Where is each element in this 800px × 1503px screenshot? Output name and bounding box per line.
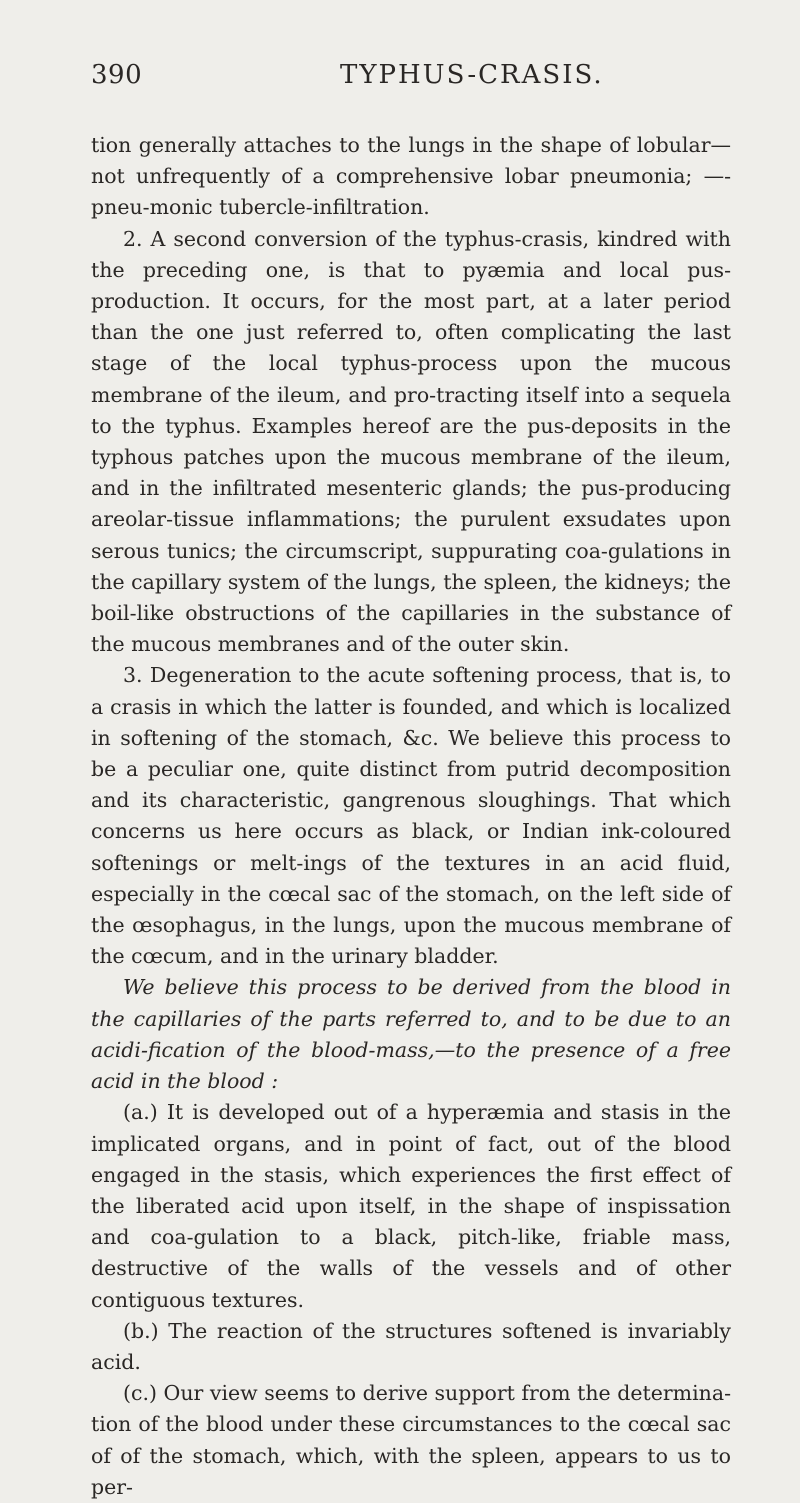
body-text bbox=[91, 130, 731, 1503]
page-number: 390 bbox=[91, 60, 143, 90]
paragraph-pyaemia: 2. A second conversion of the typhus-crasis, kindred with the preceding one, is that to pyæmia and local pus-production. It occurs, for the most part, at a later period than the one just referred to, often complicating the last stage of the local typhus-process upon the mucous membrane of the ileum, and pro-tracting itself into a sequela to the typhus. Examples hereof are the pus-deposits in the typhous patches upon the mucous membrane of the ileum, and in the infiltrated mesenteric glands; the pus-producing areolar-tissue inflammations; the purulent exsudates upon serous tunics; the circumscript, suppurating coa-gulations in the capillary system of the lungs, the spleen, the kidneys; the boil-like obstructions of the capillaries in the substance of the mucous membranes and of the outer skin. bbox=[91, 226, 731, 657]
paragraph-point-c: (c.) Our view seems to derive support from the determina-tion of the blood under these circumstances to the cœcal sac of of the stomach, which, with the spleen, appears to us to per- bbox=[91, 1381, 731, 1499]
paragraph-continuation: tion generally attaches to the lungs in the shape of lobular— not unfrequently of a comprehensive lobar pneumonia; —-pneu-monic tubercle-infiltration. bbox=[91, 133, 731, 220]
page-header bbox=[0, 60, 800, 100]
paragraph-degeneration: 3. Degeneration to the acute softening process, that is, to a crasis in which the latter is founded, and which is localized in softening of the stomach, &c. We believe this process to be a peculiar one, quite distinct from putrid decomposition and its characteristic, gangrenous sloughings. That which concerns us here occurs as black, or Indian ink-coloured softenings or melt-ings of the textures in an acid fluid, especially in the cœcal sac of the stomach, on the left side of the œsophagus, in the lungs, upon the mucous membrane of the cœcum, and in the urinary bladder. bbox=[91, 663, 731, 969]
paragraph-point-a: (a.) It is developed out of a hyperæmia and stasis in the implicated organs, and in point of fact, out of the blood engaged in the stasis, which experiences the first effect of the liberated acid upon itself, in the shape of inspissation and coa-gulation to a black, pitch-like, friable mass, destructive of the walls of the vessels and of other contiguous textures. bbox=[91, 1100, 731, 1312]
running-title: TYPHUS-CRASIS. bbox=[340, 60, 604, 90]
paragraph-point-b: (b.) The reaction of the structures softened is invariably acid. bbox=[91, 1318, 731, 1374]
paragraph-acidification: We believe this process to be derived from the blood in the capillaries of the parts referred to, and to be due to an acidi-fication of the blood-mass,—to the presence of a free acid in the blood : bbox=[91, 975, 731, 1094]
